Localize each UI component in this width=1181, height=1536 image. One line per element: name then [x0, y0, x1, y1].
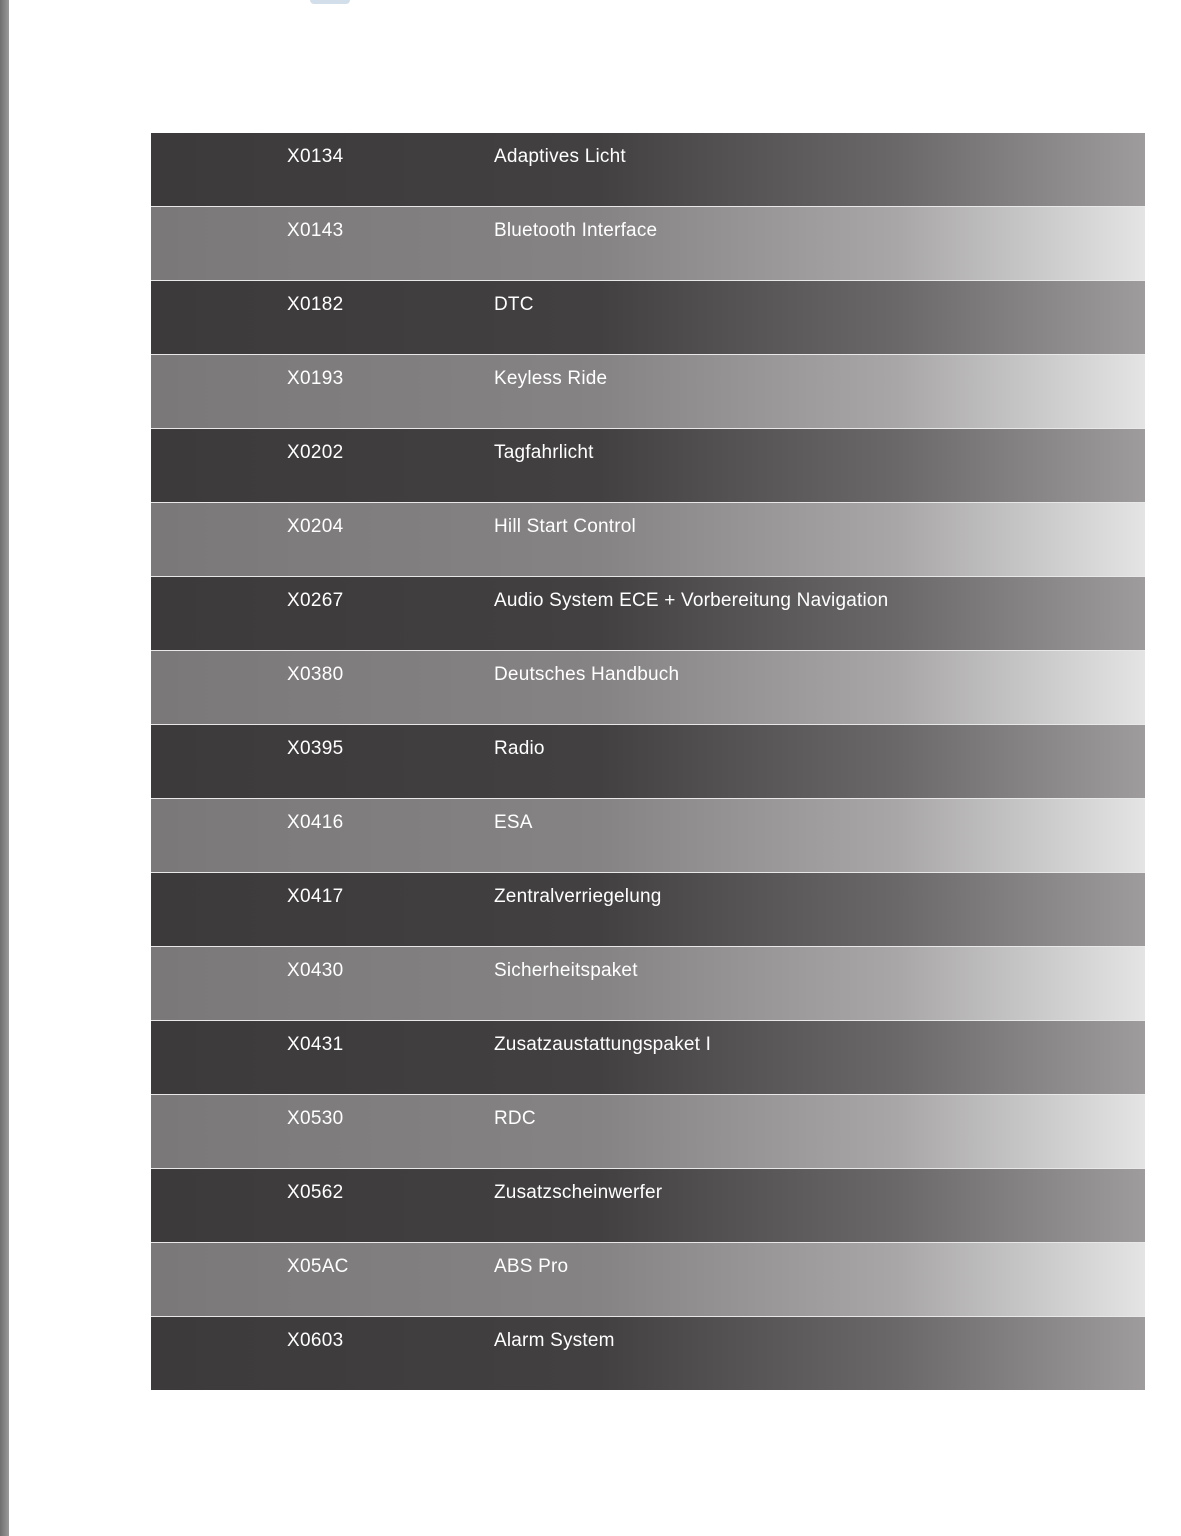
option-code: X0143 — [287, 220, 344, 241]
option-code: X0431 — [287, 1034, 344, 1055]
option-code: X0267 — [287, 590, 344, 611]
option-code: X0530 — [287, 1108, 344, 1129]
option-code: X05AC — [287, 1256, 349, 1277]
table-row — [151, 1317, 1145, 1390]
option-code: X0430 — [287, 960, 344, 981]
option-description: RDC — [494, 1108, 536, 1129]
option-code: X0417 — [287, 886, 344, 907]
option-description: Zusatzaustattungspaket I — [494, 1034, 712, 1055]
option-description: Deutsches Handbuch — [494, 664, 680, 685]
option-description: Adaptives Licht — [494, 146, 626, 167]
option-code: X0380 — [287, 664, 344, 685]
option-code: X0204 — [287, 516, 344, 537]
option-description: Keyless Ride — [494, 368, 608, 389]
option-description: Alarm System — [494, 1330, 615, 1351]
table-row — [151, 873, 1145, 947]
option-code: X0603 — [287, 1330, 344, 1351]
table-row — [151, 1243, 1145, 1317]
option-description: Bluetooth Interface — [494, 220, 658, 241]
option-code: X0562 — [287, 1182, 344, 1203]
table-row — [151, 651, 1145, 725]
table-row — [151, 725, 1145, 799]
table-row — [151, 1169, 1145, 1243]
table-row — [151, 799, 1145, 873]
table-row — [151, 503, 1145, 577]
option-code: X0182 — [287, 294, 344, 315]
option-code: X0134 — [287, 146, 344, 167]
scan-mark — [310, 0, 350, 4]
option-description: ABS Pro — [494, 1256, 569, 1277]
table-row — [151, 133, 1145, 207]
option-description: Tagfahrlicht — [494, 442, 594, 463]
table-row — [151, 355, 1145, 429]
option-description: Sicherheitspaket — [494, 960, 638, 981]
option-description: DTC — [494, 294, 534, 315]
table-row — [151, 577, 1145, 651]
option-description: Radio — [494, 738, 545, 759]
table-row — [151, 207, 1145, 281]
option-code: X0416 — [287, 812, 344, 833]
table-row — [151, 947, 1145, 1021]
table-row — [151, 281, 1145, 355]
option-code: X0395 — [287, 738, 344, 759]
table-row — [151, 1095, 1145, 1169]
option-description: Zusatzscheinwerfer — [494, 1182, 663, 1203]
option-code-table — [151, 133, 1145, 1390]
option-description: ESA — [494, 812, 533, 833]
option-code: X0193 — [287, 368, 344, 389]
table-row — [151, 1021, 1145, 1095]
option-description: Zentralverriegelung — [494, 886, 662, 907]
table-row — [151, 429, 1145, 503]
option-description: Audio System ECE + Vorbereitung Navigation — [494, 590, 889, 611]
option-code: X0202 — [287, 442, 344, 463]
scan-edge — [0, 0, 9, 1536]
option-description: Hill Start Control — [494, 516, 636, 537]
